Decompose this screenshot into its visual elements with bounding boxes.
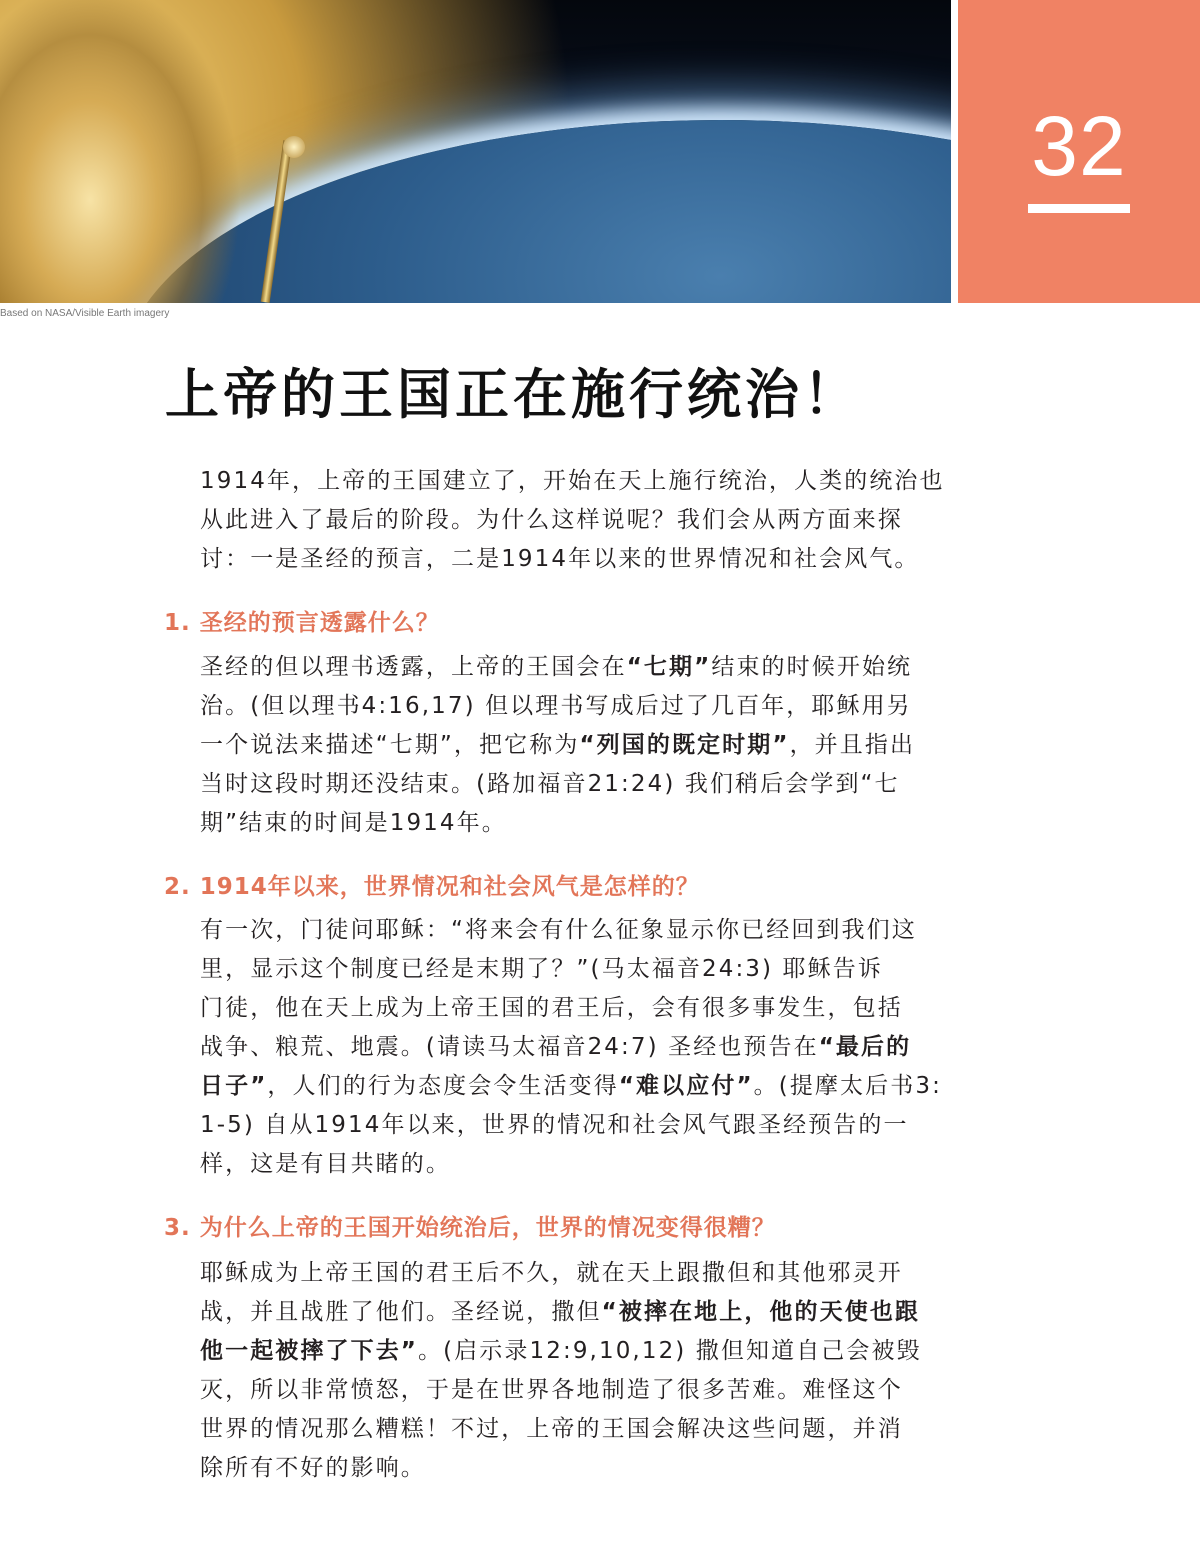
text-line <box>200 726 960 765</box>
section-heading-2: 2. 1914年以来，世界情况和社会风气是怎样的？ <box>164 874 700 900</box>
text-segment: 战争、粮荒、地震。(请读马太福音24:7) 圣经也预告在 <box>200 1034 819 1060</box>
text-segment: 当时这段时期还没结束。(路加福音21:24) 我们稍后会学到“七 <box>200 771 900 797</box>
text-segment: 治。(但以理书4:16,17) 但以理书写成后过了几百年，耶稣用另 <box>200 693 912 719</box>
text-segment: 结束的时候开始统 <box>711 654 913 680</box>
text-line <box>200 462 960 501</box>
text-segment: ，并且指出 <box>789 732 916 758</box>
image-credit: Based on NASA/Visible Earth imagery <box>0 308 170 319</box>
text-segment: ，人们的行为态度会令生活变得 <box>267 1073 619 1099</box>
bold-text: “被摔在地上，他的天使也跟 <box>601 1299 921 1325</box>
text-segment: 期”结束的时间是1914年。 <box>200 810 507 836</box>
text-line <box>200 804 960 843</box>
section-2-paragraph <box>200 911 960 1184</box>
bold-text: 日子” <box>200 1073 268 1099</box>
text-line <box>200 1254 960 1293</box>
text-segment: 灭，所以非常愤怒，于是在世界各地制造了很多苦难。难怪这个 <box>200 1377 903 1403</box>
text-segment: 1914年，上帝的王国建立了，开始在天上施行统治，人类的统治也 <box>200 468 945 494</box>
bold-text: 他一起被摔了下去” <box>200 1338 419 1364</box>
section-heading-1: 1. 圣经的预言透露什么？ <box>164 610 440 636</box>
hero-image <box>0 0 951 303</box>
intro-paragraph <box>200 462 960 579</box>
text-segment: 讨：一是圣经的预言，二是1914年以来的世界情况和社会风气。 <box>200 546 920 572</box>
bold-text: “列国的既定时期” <box>579 732 790 758</box>
text-line <box>200 1332 960 1371</box>
text-line <box>200 989 960 1028</box>
lesson-underline <box>1028 204 1130 213</box>
text-line <box>200 648 960 687</box>
bold-text: “最后的 <box>818 1034 912 1060</box>
text-line <box>200 1067 960 1106</box>
text-line <box>200 950 960 989</box>
text-line <box>200 911 960 950</box>
text-segment: 样，这是有目共睹的。 <box>200 1151 451 1177</box>
text-line <box>200 1449 960 1488</box>
text-segment: 从此进入了最后的阶段。为什么这样说呢？我们会从两方面来探 <box>200 507 903 533</box>
text-segment: 有一次，门徒问耶稣：“将来会有什么征象显示你已经回到我们这 <box>200 917 917 943</box>
lesson-number: 32 <box>1031 99 1127 193</box>
bold-text: “七期” <box>626 654 712 680</box>
text-line <box>200 1145 960 1184</box>
text-line <box>200 1106 960 1145</box>
text-segment: 。(启示录12:9,10,12) 撒但知道自己会被毁 <box>418 1338 922 1364</box>
text-segment: 圣经的但以理书透露，上帝的王国会在 <box>200 654 627 680</box>
text-line <box>200 687 960 726</box>
text-segment: 世界的情况那么糟糕！不过，上帝的王国会解决这些问题，并消 <box>200 1416 903 1442</box>
lesson-number-box <box>958 0 1200 303</box>
text-line <box>200 765 960 804</box>
text-segment: 门徒，他在天上成为上帝王国的君王后，会有很多事发生，包括 <box>200 995 903 1021</box>
text-segment: 。(提摩太后书3: <box>753 1073 942 1099</box>
text-line <box>200 1293 960 1332</box>
page-title: 上帝的王国正在施行统治！ <box>165 363 861 426</box>
text-line <box>200 1410 960 1449</box>
scepter-orb <box>283 136 305 158</box>
king-figure-illustration <box>0 0 300 303</box>
text-line <box>200 1371 960 1410</box>
text-line <box>200 501 960 540</box>
text-segment: 除所有不好的影响。 <box>200 1455 426 1481</box>
section-heading-3: 3. 为什么上帝的王国开始统治后，世界的情况变得很糟？ <box>164 1215 776 1241</box>
text-segment: 一个说法来描述“七期”，把它称为 <box>200 732 580 758</box>
section-3-paragraph <box>200 1254 960 1488</box>
text-segment: 里，显示这个制度已经是末期了？”(马太福音24:3) 耶稣告诉 <box>200 956 883 982</box>
text-segment: 战，并且战胜了他们。圣经说，撒但 <box>200 1299 602 1325</box>
text-segment: 耶稣成为上帝王国的君王后不久，就在天上跟撒但和其他邪灵开 <box>200 1260 903 1286</box>
text-line <box>200 1028 960 1067</box>
text-line <box>200 540 960 579</box>
bold-text: “难以应付” <box>618 1073 754 1099</box>
section-1-paragraph <box>200 648 960 843</box>
text-segment: 1-5) 自从1914年以来，世界的情况和社会风气跟圣经预告的一 <box>200 1112 909 1138</box>
